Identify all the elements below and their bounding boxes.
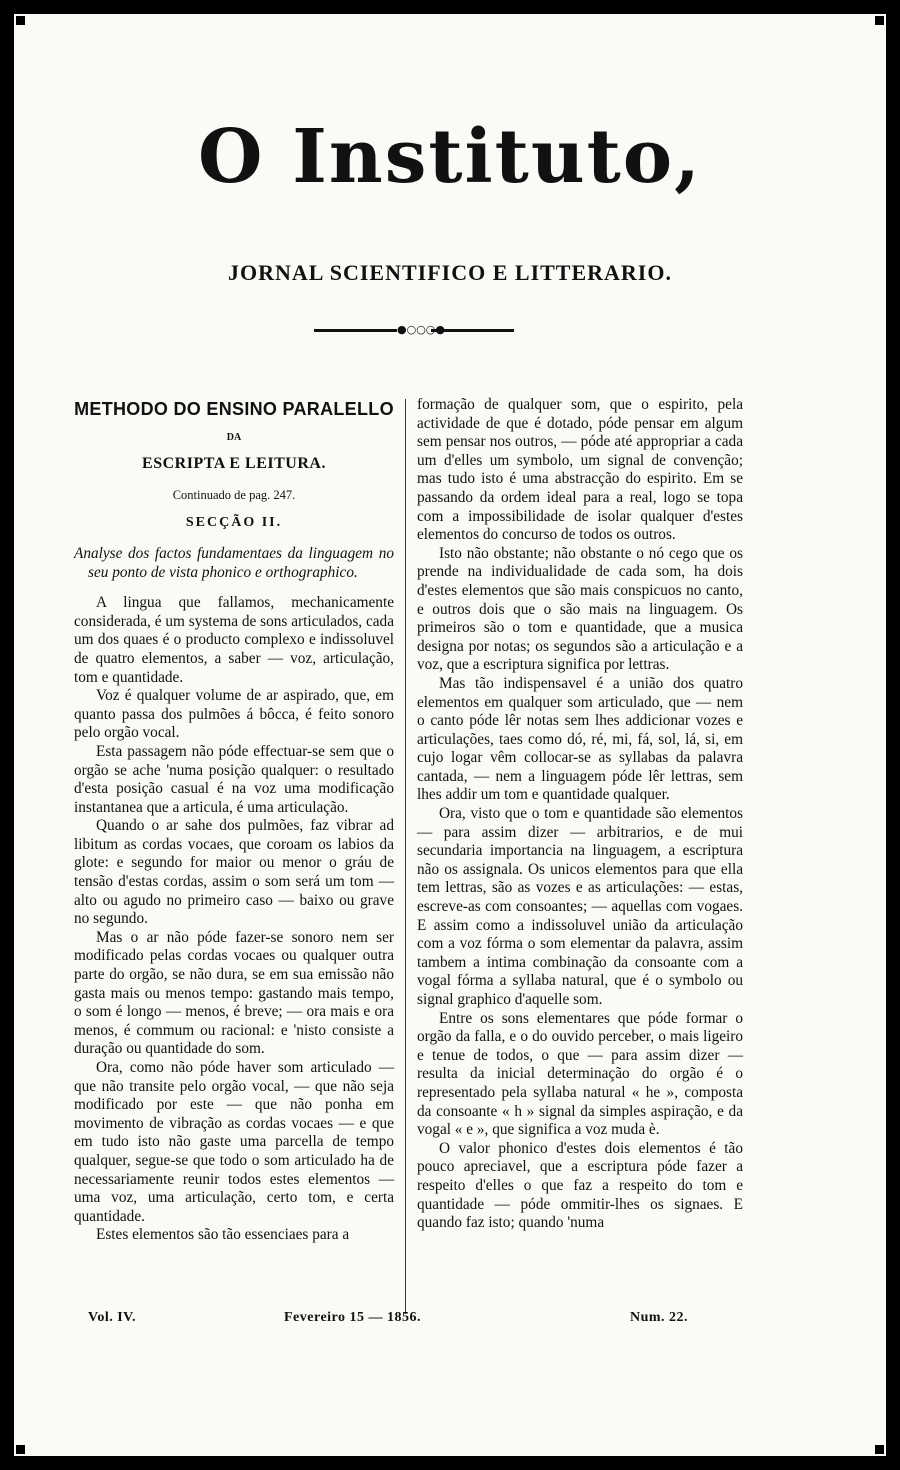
paragraph: Estes elementos são tão essenciaes para a: [96, 1226, 350, 1244]
section-heading: SECÇÃO II.: [185, 515, 283, 531]
continued-note: Continuado de pag. 247.: [172, 487, 296, 502]
paragraph: Isto não obstante; não obstante o nó cego que os prende na individualidade de cada som, ha dois d'estes elementos que são mais conspicuos no canto, e outros dois que o são mais na linguagem. Os primeiros são o tom e quantidade, que a musica designa por notas; os segundos são a articulação e a voz, que a escriptura significa por lettras.: [417, 544, 743, 674]
paragraph: Ora, visto que o tom e quantidade são elementos — para assim dizer — arbitrarios, e de mui secundaria importancia na linguagem, a escriptura não os assignala. Os unicos elementos para que ella tem lettras, são as vozes e as articulações: — estas, escreve-as com consoantes; — aquellas com vogaes. E assim como a indissoluvel união da articulação com a voz fórma o som elementar da palavra, assim tambem a intima combinação da consoante com a vogal fórma a syllaba natural, que é o symbolo ou signal graphico d'aquelle som.: [417, 805, 743, 1008]
footer-number: Num. 22.: [630, 1310, 689, 1325]
paragraph: Quando o ar sahe dos pulmões, faz vibrar ad libitum as cordas vocaes, que coroam os labios da glote: e segundo for maior ou menor o gráu de tensão d'estas cordas, assim o som será um tom — alto ou agudo no primeiro caso — baixo ou grave no segundo.: [74, 817, 394, 928]
paragraph: Ora, como não póde haver som articulado — que não transite pelo orgão vocal, — que não seja modificado por este — que não ponha em movimento de vibração as cordas vocaes — e que em tudo isto não gaste uma parcella de tempo qualquer, segue-se que todo o som articulado ha de necessariamente reunir todos estes elementos — uma voz, uma articulação, certo tom, e certa quantidade.: [74, 1059, 394, 1225]
footer-volume: Vol. IV.: [88, 1310, 136, 1325]
paragraph: formação de qualquer som, que o espirito, pela actividade de que é dotado, póde pensar em algum sem pensar nos outros, — póde até appropriar a cada um d'elles um symbolo, um signal de convenção; mas tudo isto é uma abstracção do espirito. Em se passando da ordem ideal para a real, logo se topa com a impossibilidade de isolar qualquer d'estes elementos do concurso de todos os outros.: [417, 396, 743, 544]
corner-mark: [16, 1445, 25, 1454]
masthead-title: O Instituto,: [198, 114, 702, 200]
section-summary: Analyse dos factos fundamentaes da linguagem no seu ponto de vista phonico e orthographico.: [74, 544, 394, 581]
paragraph: Esta passagem não póde effectuar-se sem que o orgão se ache 'numa posição qualquer: o resultado d'esta posição casual é na voz uma modificação instantanea que a articula, é uma articulação.: [74, 742, 394, 816]
paragraph: Voz é qualquer volume de ar aspirado, que, em quanto passa dos pulmões á bôcca, é feito sonoro pelo orgão vocal.: [74, 687, 394, 742]
article-heading-da: DA: [226, 431, 242, 443]
paragraph: Mas tão indispensavel é a união dos quatro elementos em qualquer som articulado, que — nem o canto póde lêr notas sem lhes addicionar vozes e articulações, taes como dó, ré, mi, fá, sol, lá, si, em cujo logar vêm collocar-se as syllabas da palavra cantada, — nem a linguagem póde lêr lettras, sem lhes addir um tom e quantidade qualquer.: [417, 674, 743, 804]
article-heading: METHODO DO ENSINO PARALELLO: [74, 399, 394, 419]
right-column: [417, 396, 743, 1233]
left-column: [74, 394, 394, 1245]
paragraph: A lingua que fallamos, mechanicamente considerada, é um systema de sons articulados, cada um dos quaes é o producto complexo e indissoluvel de quatro elementos, a saber — voz, articulação, tom e quantidade.: [74, 594, 394, 686]
corner-mark: [16, 16, 25, 25]
newspaper-page: [14, 14, 886, 1456]
rule-ornament: ●○○○●: [397, 323, 445, 336]
paragraph: Mas o ar não póde fazer-se sonoro nem ser modificado pelas cordas vocaes ou qualquer outra parte do orgão, se não dura, se em sua emissão não gasta mais ou menos tempo: gastando mais tempo, o som é longo — menos, é breve; — ora mais e ora menos, é commum ou racional: e 'nisto consiste a duração ou quantidade do som.: [74, 928, 394, 1058]
article-subheading: ESCRIPTA E LEITURA.: [142, 455, 326, 473]
paragraph: O valor phonico d'estes dois elementos é tão pouco apreciavel, que a escriptura póde fazer a respeito d'elles o que faz a respeito do tom e quantidade — póde ommitir-lhes os signaes. E quando faz isto; quando 'numa: [417, 1139, 743, 1232]
masthead-subtitle: JORNAL SCIENTIFICO E LITTERARIO.: [228, 260, 672, 285]
corner-mark: [875, 1445, 884, 1454]
corner-mark: [875, 16, 884, 25]
paragraph: Entre os sons elementares que póde formar o orgão da falla, e o do ouvido perceber, o mais ligeiro e tenue de todos, o que — para assim dizer — resulta da inicial determinação do orgão é o representado pela syllaba natural « he », composta da consoante « h » signal da simples aspiração, e da vogal « e », que significa a voz muda è.: [417, 1009, 743, 1139]
column-divider: [405, 399, 406, 1314]
footer-date: Fevereiro 15 — 1856.: [284, 1310, 422, 1325]
